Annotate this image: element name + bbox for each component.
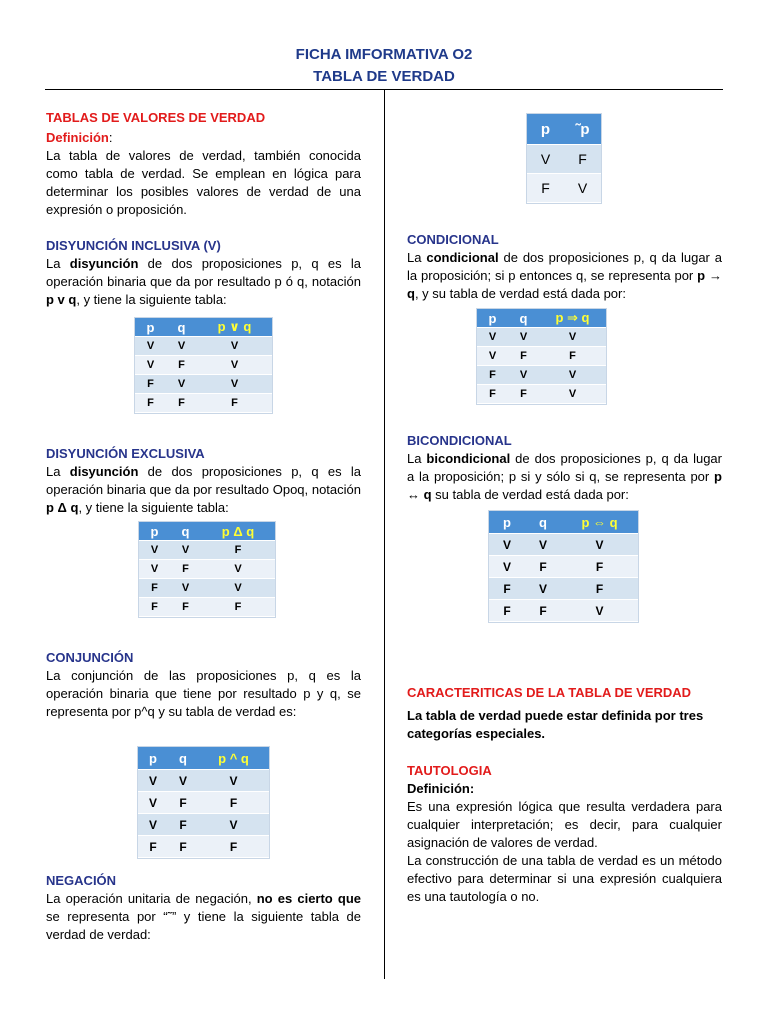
table-header-cell: q	[168, 747, 198, 770]
table-row	[139, 560, 275, 579]
section-text: La tabla de verdad puede estar definida por tres categorías especiales.	[407, 708, 704, 741]
table-cell: V	[197, 337, 272, 356]
table-cell: F	[138, 836, 168, 858]
text-run: La	[46, 256, 70, 271]
section-heading: DISYUNCIÓN EXCLUSIVA	[46, 446, 205, 461]
table-cell: F	[489, 600, 525, 622]
table-cell: F	[508, 347, 539, 366]
table-header-cell: p	[489, 511, 525, 534]
text-run-bold: p v q	[46, 292, 77, 307]
truth-table-negacion	[527, 114, 601, 203]
table-cell: F	[561, 556, 638, 578]
table-row	[138, 814, 269, 836]
text-run: su tabla de verdad está dada por:	[431, 487, 629, 502]
table-header-cell: p	[477, 309, 508, 328]
section-heading: CONDICIONAL	[407, 232, 499, 247]
table-cell: V	[197, 356, 272, 375]
table-header-cell: q	[166, 318, 197, 337]
table-cell: V	[135, 337, 166, 356]
section-negacion	[46, 872, 361, 944]
table-row	[489, 556, 638, 578]
table-row	[138, 792, 269, 814]
table-cell: F	[135, 375, 166, 394]
table-header-cell: p ^ q	[198, 747, 269, 770]
table-cell: F	[508, 385, 539, 404]
table-cell: F	[477, 366, 508, 385]
table-cell: F	[539, 347, 606, 366]
section-text	[46, 890, 361, 944]
table-cell: V	[166, 375, 197, 394]
table-header-cell: q	[525, 511, 561, 534]
text-run: de dos proposiciones p, q es la operación binaria que da por resultado p ó q, notación	[46, 256, 361, 289]
text-run: La	[407, 451, 427, 466]
table-cell: V	[168, 770, 198, 792]
table-cell: V	[170, 541, 201, 560]
truth-table-conjuncion	[138, 747, 269, 858]
section-text	[46, 463, 361, 517]
table-cell: V	[138, 792, 168, 814]
table-row	[489, 534, 638, 556]
text-run-bold: disyunción	[69, 256, 139, 271]
table-row	[477, 385, 606, 404]
table-cell: V	[166, 337, 197, 356]
table-row	[477, 328, 606, 347]
table-cell: V	[525, 534, 561, 556]
text-run: La	[407, 250, 427, 265]
table-cell: F	[168, 836, 198, 858]
table-row	[527, 174, 601, 203]
section-heading: CARACTERITICAS DE LA TABLA DE VERDAD	[407, 685, 692, 700]
table-cell: F	[170, 560, 201, 579]
table-header-cell: p	[139, 522, 170, 541]
section-heading: NEGACIÓN	[46, 873, 117, 888]
table-cell: V	[139, 560, 170, 579]
table-row	[135, 375, 272, 394]
table-cell: V	[197, 375, 272, 394]
section-text	[407, 249, 722, 303]
section-text: La conjunción de las proposiciones p, q es la operación binaria que tiene por resultado p y q, se representa por p^q y su tabla de verdad es:	[46, 668, 361, 719]
definition-label: Definición:	[407, 781, 475, 796]
table-header-cell: ˜p	[564, 114, 601, 145]
table-cell: F	[168, 814, 198, 836]
table-row	[527, 145, 601, 174]
table-cell: F	[489, 578, 525, 600]
section-disyuncion-exclusiva	[46, 445, 361, 517]
table-cell: F	[198, 792, 269, 814]
table-cell: V	[135, 356, 166, 375]
text-run-bold: condicional	[426, 250, 499, 265]
section-text	[46, 255, 361, 309]
table-header-cell: p	[135, 318, 166, 337]
table-cell: V	[525, 578, 561, 600]
page-title: FICHA IMFORMATIVA O2	[295, 46, 473, 63]
text-run-bold: p Δ q	[46, 500, 79, 515]
table-row	[135, 337, 272, 356]
table-row	[477, 347, 606, 366]
table-cell: F	[198, 836, 269, 858]
table-row	[139, 579, 275, 598]
table-cell: V	[564, 174, 601, 203]
text-run-bold: no es cierto que	[256, 891, 362, 906]
table-row	[135, 356, 272, 375]
table-cell: F	[139, 598, 170, 617]
text-run-bold: bicondicional	[426, 451, 511, 466]
section-text: Es una expresión lógica que resulta verdadera para cualquier interpretación; es decir, para cualquier asignación de valores de verdad.	[407, 799, 722, 850]
table-row	[139, 541, 275, 560]
table-cell: F	[201, 541, 275, 560]
table-row	[477, 366, 606, 385]
table-cell: F	[166, 394, 197, 413]
table-row	[489, 600, 638, 622]
column-divider	[384, 89, 385, 979]
table-cell: V	[201, 579, 275, 598]
text-run: La operación unitaria de negación,	[46, 891, 257, 906]
table-cell: V	[201, 560, 275, 579]
section-bicondicional	[407, 432, 722, 504]
section-tautologia	[407, 762, 722, 906]
table-cell: F	[166, 356, 197, 375]
table-cell: V	[139, 541, 170, 560]
table-row	[489, 578, 638, 600]
table-row	[138, 836, 269, 858]
text-run: , y tiene la siguiente tabla:	[78, 500, 229, 515]
table-cell: V	[170, 579, 201, 598]
table-header-cell: p ⇔ q	[561, 511, 638, 534]
table-cell: F	[139, 579, 170, 598]
text-run: de dos proposiciones p, q da lugar a la proposición; si p entonces q, se representa por	[407, 250, 723, 283]
table-cell: F	[168, 792, 198, 814]
table-cell: V	[561, 600, 638, 622]
table-cell: V	[138, 770, 168, 792]
table-header-cell: p Δ q	[201, 522, 275, 541]
table-cell: F	[525, 556, 561, 578]
definition-colon: :	[108, 130, 113, 145]
table-cell: V	[561, 534, 638, 556]
truth-table-condicional	[477, 309, 606, 404]
table-cell: V	[508, 328, 539, 347]
table-header-cell: p	[138, 747, 168, 770]
section-disyuncion-inclusiva	[46, 237, 361, 309]
text-run: se representa por “˜” y tiene la siguiente tabla de verdad de verdad:	[46, 909, 361, 942]
table-cell: F	[564, 145, 601, 174]
text-run: La	[46, 464, 70, 479]
text-run: , y tiene la siguiente tabla:	[76, 292, 227, 307]
table-cell: V	[138, 814, 168, 836]
text-run: de dos proposiciones p, q es la operación binaria que da por resultado Opoq, notación	[46, 464, 361, 497]
table-cell: V	[527, 145, 564, 174]
section-condicional	[407, 231, 722, 303]
table-header-cell: p	[527, 114, 564, 145]
table-row	[139, 598, 275, 617]
page-subtitle: TABLA DE VERDAD	[313, 68, 455, 85]
table-header-cell: p ⇒ q	[539, 309, 606, 328]
section-heading: BICONDICIONAL	[407, 433, 512, 448]
truth-table-disyuncion-inclusiva	[135, 318, 272, 413]
text-run-bold: p ↔ q	[407, 469, 722, 502]
table-cell: F	[477, 385, 508, 404]
table-cell: V	[539, 366, 606, 385]
table-cell: F	[170, 598, 201, 617]
table-header-cell: q	[508, 309, 539, 328]
truth-table-disyuncion-exclusiva	[139, 522, 275, 617]
table-cell: V	[508, 366, 539, 385]
section-conjuncion	[46, 649, 361, 721]
section-heading: TAUTOLOGIA	[407, 763, 492, 778]
table-cell: F	[561, 578, 638, 600]
section-tablas	[46, 109, 361, 219]
section-text	[407, 450, 722, 504]
section-caracteristicas	[407, 684, 722, 743]
table-header-cell: q	[170, 522, 201, 541]
table-cell: F	[527, 174, 564, 203]
table-cell: V	[539, 328, 606, 347]
table-cell: F	[525, 600, 561, 622]
text-run: de dos proposiciones p, q da lugar a la proposición; p si y sólo si q, se representa por	[407, 451, 722, 484]
table-row	[138, 770, 269, 792]
text-run-bold: p → q	[407, 268, 722, 301]
table-cell: V	[489, 534, 525, 556]
section-heading: CONJUNCIÓN	[46, 650, 134, 665]
table-header-cell: p ∨ q	[197, 318, 272, 337]
definition-text: La tabla de valores de verdad, también conocida como tabla de verdad. Se emplean en lógica para determinar los posibles valores de verdad de una expresión o proposición.	[46, 148, 361, 217]
table-row	[135, 394, 272, 413]
table-cell: V	[477, 347, 508, 366]
table-cell: V	[198, 814, 269, 836]
table-cell: V	[477, 328, 508, 347]
text-run: , y su tabla de verdad está dada por:	[414, 286, 626, 301]
table-cell: F	[197, 394, 272, 413]
table-cell: F	[201, 598, 275, 617]
table-cell: V	[489, 556, 525, 578]
section-heading: TABLAS DE VALORES DE VERDAD	[46, 110, 266, 125]
text-run-bold: disyunción	[69, 464, 139, 479]
table-cell: F	[135, 394, 166, 413]
definition-label: Definición	[46, 130, 109, 145]
truth-table-bicondicional	[489, 511, 638, 622]
table-cell: V	[198, 770, 269, 792]
section-heading: DISYUNCIÓN INCLUSIVA (V)	[46, 238, 221, 253]
table-cell: V	[539, 385, 606, 404]
section-text: La construcción de una tabla de verdad es un método efectivo para determinar si una expresión cualquiera es una tautología o no.	[407, 853, 722, 904]
